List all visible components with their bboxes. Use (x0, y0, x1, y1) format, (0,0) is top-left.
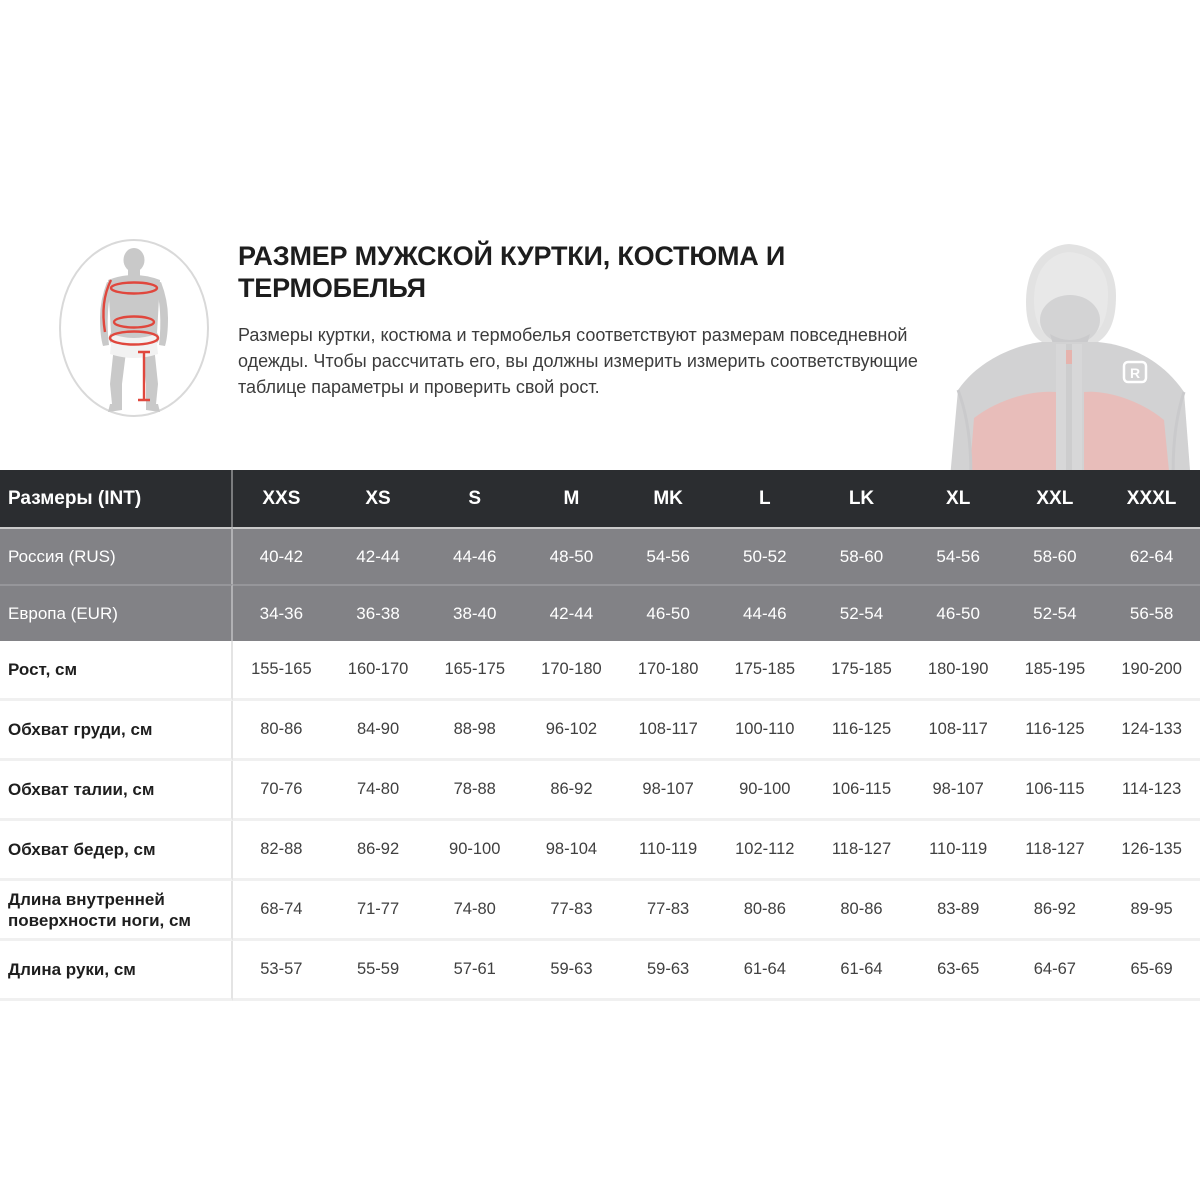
row-label: Европа (EUR) (0, 584, 233, 641)
size-cell: 42-44 (523, 584, 620, 641)
size-cell: 108-117 (620, 701, 717, 761)
size-cell: 96-102 (523, 701, 620, 761)
column-header-xxl: XXL (1007, 470, 1104, 527)
size-cell: 86-92 (330, 821, 427, 881)
size-cell: 118-127 (813, 821, 910, 881)
size-cell: 46-50 (910, 584, 1007, 641)
jacket-illustration (946, 244, 1194, 470)
table-corner-cell: Размеры (INT) (0, 470, 233, 527)
column-header-s: S (426, 470, 523, 527)
size-cell: 40-42 (233, 527, 330, 584)
size-cell: 59-63 (523, 941, 620, 1001)
size-table-section (0, 470, 1200, 1001)
size-table-body (0, 527, 1200, 1001)
size-cell: 77-83 (523, 881, 620, 941)
table-row (0, 641, 1200, 701)
size-cell: 180-190 (910, 641, 1007, 701)
size-cell: 55-59 (330, 941, 427, 1001)
size-cell: 63-65 (910, 941, 1007, 1001)
column-header-xl: XL (910, 470, 1007, 527)
size-cell: 98-107 (620, 761, 717, 821)
table-row (0, 701, 1200, 761)
size-cell: 34-36 (233, 584, 330, 641)
table-row (0, 821, 1200, 881)
size-cell: 98-104 (523, 821, 620, 881)
size-cell: 68-74 (233, 881, 330, 941)
size-cell: 44-46 (426, 527, 523, 584)
table-row (0, 881, 1200, 941)
size-cell: 42-44 (330, 527, 427, 584)
size-cell: 52-54 (1007, 584, 1104, 641)
row-label: Обхват бедер, см (0, 821, 233, 881)
size-cell: 190-200 (1103, 641, 1200, 701)
size-cell: 110-119 (620, 821, 717, 881)
row-label: Обхват талии, см (0, 761, 233, 821)
size-cell: 84-90 (330, 701, 427, 761)
size-cell: 36-38 (330, 584, 427, 641)
table-row (0, 584, 1200, 641)
svg-text:R: R (1130, 365, 1141, 381)
size-cell: 89-95 (1103, 881, 1200, 941)
size-cell: 71-77 (330, 881, 427, 941)
size-cell: 64-67 (1007, 941, 1104, 1001)
size-cell: 74-80 (330, 761, 427, 821)
size-cell: 83-89 (910, 881, 1007, 941)
size-cell: 170-180 (620, 641, 717, 701)
size-cell: 52-54 (813, 584, 910, 641)
size-cell: 175-185 (716, 641, 813, 701)
size-cell: 59-63 (620, 941, 717, 1001)
size-cell: 185-195 (1007, 641, 1104, 701)
column-header-m: M (523, 470, 620, 527)
row-label: Обхват груди, см (0, 701, 233, 761)
size-cell: 116-125 (1007, 701, 1104, 761)
size-cell: 102-112 (716, 821, 813, 881)
size-cell: 54-56 (910, 527, 1007, 584)
size-cell: 108-117 (910, 701, 1007, 761)
size-cell: 48-50 (523, 527, 620, 584)
size-cell: 114-123 (1103, 761, 1200, 821)
size-cell: 106-115 (1007, 761, 1104, 821)
size-table-header-row (0, 470, 1200, 527)
row-label: Россия (RUS) (0, 527, 233, 584)
size-cell: 100-110 (716, 701, 813, 761)
size-cell: 160-170 (330, 641, 427, 701)
size-cell: 38-40 (426, 584, 523, 641)
size-cell: 56-58 (1103, 584, 1200, 641)
size-table (0, 470, 1200, 1001)
size-cell: 90-100 (716, 761, 813, 821)
size-cell: 77-83 (620, 881, 717, 941)
size-cell: 58-60 (1007, 527, 1104, 584)
table-row (0, 527, 1200, 584)
column-header-xs: XS (330, 470, 427, 527)
size-cell: 61-64 (813, 941, 910, 1001)
size-cell: 54-56 (620, 527, 717, 584)
table-row (0, 761, 1200, 821)
size-cell: 53-57 (233, 941, 330, 1001)
size-cell: 118-127 (1007, 821, 1104, 881)
size-cell: 82-88 (233, 821, 330, 881)
table-row (0, 941, 1200, 1001)
column-header-lk: LK (813, 470, 910, 527)
size-cell: 57-61 (426, 941, 523, 1001)
jacket-photo (938, 222, 1200, 470)
row-label: Длина внутренней поверхности ноги, см (0, 881, 233, 941)
size-cell: 90-100 (426, 821, 523, 881)
size-cell: 86-92 (1007, 881, 1104, 941)
row-label: Длина руки, см (0, 941, 233, 1001)
size-cell: 175-185 (813, 641, 910, 701)
column-header-l: L (716, 470, 813, 527)
column-header-xxs: XXS (233, 470, 330, 527)
size-cell: 98-107 (910, 761, 1007, 821)
size-cell: 86-92 (523, 761, 620, 821)
size-cell: 165-175 (426, 641, 523, 701)
size-cell: 65-69 (1103, 941, 1200, 1001)
size-cell: 74-80 (426, 881, 523, 941)
intro-block (238, 240, 928, 400)
column-header-mk: MK (620, 470, 717, 527)
size-cell: 106-115 (813, 761, 910, 821)
size-cell: 170-180 (523, 641, 620, 701)
size-cell: 78-88 (426, 761, 523, 821)
size-cell: 80-86 (716, 881, 813, 941)
row-label: Рост, см (0, 641, 233, 701)
size-cell: 61-64 (716, 941, 813, 1001)
size-cell: 110-119 (910, 821, 1007, 881)
size-cell: 58-60 (813, 527, 910, 584)
size-cell: 155-165 (233, 641, 330, 701)
size-cell: 46-50 (620, 584, 717, 641)
column-header-xxxl: XXXL (1103, 470, 1200, 527)
size-cell: 80-86 (813, 881, 910, 941)
size-cell: 70-76 (233, 761, 330, 821)
page-description: Размеры куртки, костюма и термобелья соответствуют размерам повседневной одежды. Чтобы рассчитать его, вы должны измерить измерить соответствующие таблице параметры и проверить свой рост. (238, 325, 918, 397)
size-cell: 50-52 (716, 527, 813, 584)
size-cell: 44-46 (716, 584, 813, 641)
size-cell: 88-98 (426, 701, 523, 761)
size-cell: 124-133 (1103, 701, 1200, 761)
size-cell: 80-86 (233, 701, 330, 761)
body-measurement-icon (58, 238, 210, 420)
size-cell: 62-64 (1103, 527, 1200, 584)
page-title: РАЗМЕР МУЖСКОЙ КУРТКИ, КОСТЮМА И ТЕРМОБЕЛЬЯ (238, 241, 786, 303)
size-cell: 116-125 (813, 701, 910, 761)
size-cell: 126-135 (1103, 821, 1200, 881)
